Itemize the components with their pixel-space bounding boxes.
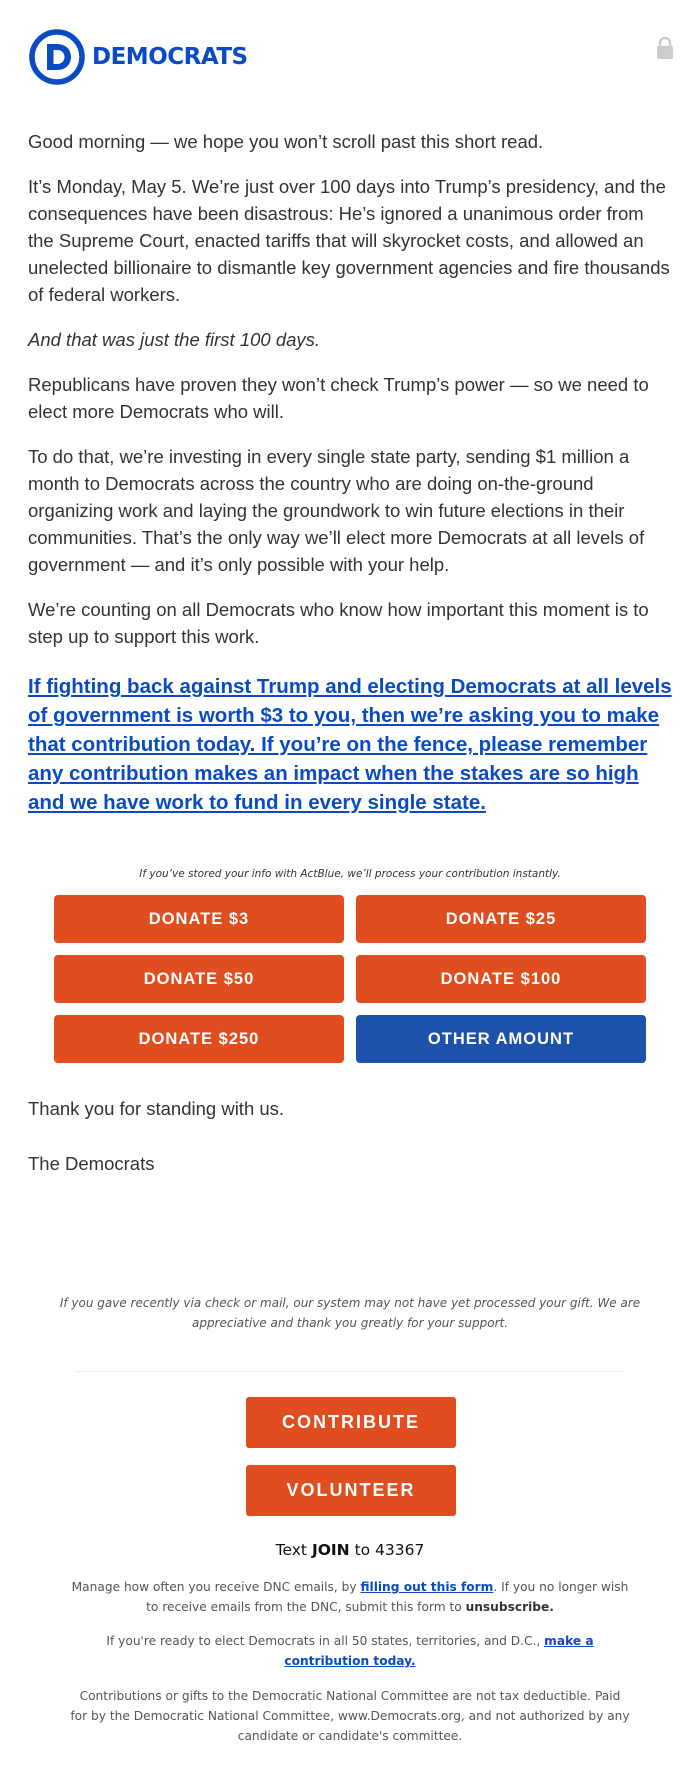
text-prefix: Text: [275, 1541, 307, 1559]
contribution-cta-link[interactable]: If fighting back against Trump and electing Democrats at all levels of government is worth $3 to you, then we’re asking you to make that contribution today. If you’re on the fence, please remember any contribution makes an impact when the stakes are so high and we have work to fund in every single state.: [28, 675, 672, 814]
manage-emails-text: [70, 1577, 630, 1617]
democrats-logo[interactable]: [29, 29, 248, 85]
lock-icon: [655, 36, 675, 60]
ready-contribute-text: [70, 1631, 630, 1671]
processing-note: If you gave recently via check or mail, our system may not have yet processed your gift. We are appreciative and thank you greatly for your support.: [59, 1296, 641, 1330]
paragraph-state-party: To do that, we’re investing in every single state party, sending $1 million a month to Democrats across the country who are doing on-the-ground organizing work and laying the groundwork to win future elections in their communities. That’s the only way we’ll elect more Democrats at all levels of government — and it’s only possible with your help.: [28, 446, 645, 575]
signature: The Democrats: [28, 1153, 155, 1174]
donate-3-button[interactable]: DONATE $3: [54, 895, 344, 943]
democrats-d-icon: [29, 29, 85, 85]
manage-text-2: . If you no longer wish to receive emails from the DNC, submit this form to: [146, 1580, 629, 1614]
email-body: [28, 128, 672, 817]
footer-divider: [75, 1371, 625, 1372]
text-keyword: JOIN: [311, 1541, 350, 1559]
volunteer-button[interactable]: VOLUNTEER: [246, 1465, 456, 1516]
text-join-line: [0, 1541, 700, 1559]
donate-250-button[interactable]: DONATE $250: [54, 1015, 344, 1063]
other-amount-button[interactable]: OTHER AMOUNT: [356, 1015, 646, 1063]
donate-25-button[interactable]: DONATE $25: [356, 895, 646, 943]
make-contribution-link[interactable]: make a contribution today.: [284, 1634, 594, 1668]
manage-form-link[interactable]: filling out this form: [360, 1580, 494, 1594]
paragraph-counting-on: We’re counting on all Democrats who know how important this moment is to step up to support this work.: [28, 599, 649, 647]
text-suffix: to 43367: [354, 1541, 425, 1559]
ready-text: If you're ready to elect Democrats in all 50 states, territories, and D.C.,: [106, 1634, 541, 1648]
header: [0, 0, 700, 118]
unsubscribe-link[interactable]: unsubscribe.: [465, 1600, 554, 1614]
legal-disclaimer: Contributions or gifts to the Democratic National Committee are not tax deductible. Paid for by the Democratic National Committee, www.Democrats.org, and not authorized by any candidate or candidate's committee.: [70, 1689, 630, 1743]
paragraph-first-100-days: And that was just the first 100 days.: [28, 329, 321, 350]
manage-text-1: Manage how often you receive DNC emails, by: [71, 1580, 357, 1594]
actblue-note: If you’ve stored your info with ActBlue, we’ll process your contribution instantly.: [139, 868, 561, 880]
paragraph-republicans: Republicans have proven they won’t check Trump’s power — so we need to elect more Democrats who will.: [28, 374, 649, 422]
thank-you-text: Thank you for standing with us.: [28, 1098, 285, 1119]
paragraph-trump-100-days: It’s Monday, May 5. We’re just over 100 days into Trump’s presidency, and the consequences have been disastrous: He’s ignored a unanimous order from the Supreme Court, enacted tariffs that will skyrocket costs, and allowed an unelected billionaire to dismantle key government agencies and fire thousands of federal workers.: [28, 176, 670, 305]
donate-100-button[interactable]: DONATE $100: [356, 955, 646, 1003]
greeting: Good morning — we hope you won’t scroll past this short read.: [28, 131, 544, 152]
contribute-button[interactable]: CONTRIBUTE: [246, 1397, 456, 1448]
donate-50-button[interactable]: DONATE $50: [54, 955, 344, 1003]
logo-text: DEMOCRATS: [92, 44, 248, 70]
